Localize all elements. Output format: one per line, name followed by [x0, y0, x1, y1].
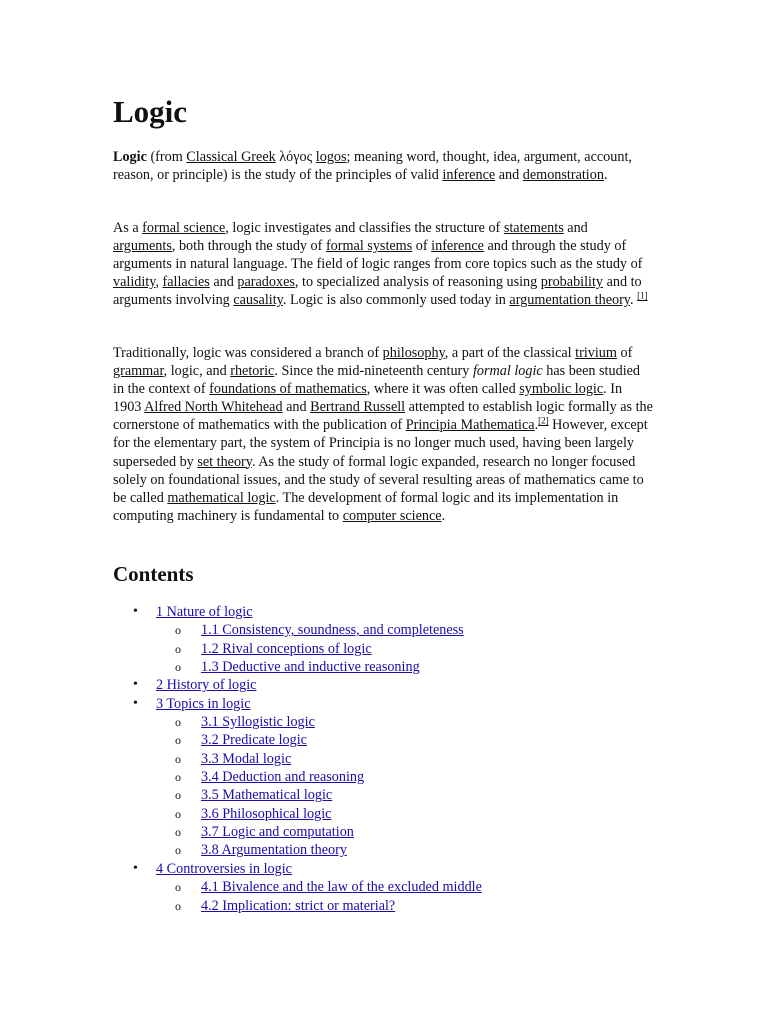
reference-1[interactable]: [1]	[637, 290, 648, 301]
toc-link[interactable]: 3.6 Philosophical logic	[201, 805, 332, 822]
toc-link[interactable]: 3.3 Modal logic	[201, 750, 292, 767]
link-inference[interactable]: inference	[431, 238, 484, 255]
toc-link[interactable]: 4.2 Implication: strict or material?	[201, 897, 396, 914]
toc-link[interactable]: 1 Nature of logic	[156, 604, 253, 620]
text: of	[616, 345, 633, 361]
toc-item	[0, 878, 768, 896]
text: ,	[155, 274, 163, 291]
toc-item	[0, 750, 768, 768]
circle-bullet-icon: o	[175, 880, 181, 895]
text: , a part of the classical	[444, 345, 576, 361]
toc-link[interactable]: 3 Topics in logic	[156, 695, 251, 712]
toc-link[interactable]: 4.1 Bivalence and the law of the excluded middle	[201, 879, 482, 896]
text: and	[282, 399, 311, 416]
circle-bullet-icon: o	[175, 660, 181, 675]
link-arguments[interactable]: arguments	[113, 238, 172, 255]
text: and	[563, 220, 588, 236]
link-philosophy[interactable]: philosophy	[382, 345, 445, 361]
toc-item	[0, 658, 768, 676]
toc-link[interactable]: 3.1 Syllogistic logic	[201, 714, 315, 731]
toc-item	[0, 841, 768, 859]
link-formal-systems[interactable]: formal systems	[325, 238, 413, 255]
bullet-icon: •	[133, 860, 138, 876]
link-fallacies[interactable]: fallacies	[162, 274, 210, 291]
toc-link[interactable]: 4 Controversies in logic	[156, 860, 292, 877]
bullet-icon: •	[133, 695, 138, 711]
toc-item	[0, 805, 768, 823]
text: .	[629, 292, 638, 309]
link-argumentation-theory[interactable]: argumentation theory	[509, 292, 630, 309]
link-probability[interactable]: probability	[540, 274, 604, 291]
circle-bullet-icon: o	[175, 788, 181, 803]
text: , both through the study of	[171, 238, 326, 255]
text: . As the study of formal logic expanded, research no longer focused solely on foundational issues, and the study of several resulting areas of mathematics came to be called	[113, 453, 644, 506]
page-title: Logic	[113, 94, 188, 129]
toc-link[interactable]: 1.1 Consistency, soundness, and completeness	[201, 622, 464, 639]
scope-paragraph	[113, 219, 653, 309]
text: .	[534, 417, 539, 434]
text: λόγος	[275, 149, 316, 165]
link-classical-greek[interactable]: Classical Greek	[186, 149, 276, 165]
text: .	[441, 507, 446, 524]
toc-link[interactable]: 3.8 Argumentation theory	[201, 842, 347, 859]
circle-bullet-icon: o	[175, 641, 181, 656]
circle-bullet-icon: o	[175, 733, 181, 748]
text: . Logic is also commonly used today in	[282, 292, 510, 309]
text: (from	[146, 149, 187, 165]
link-paradoxes[interactable]: paradoxes	[237, 274, 295, 291]
circle-bullet-icon: o	[175, 825, 181, 840]
link-principia-mathematica[interactable]: Principia Mathematica	[405, 417, 535, 434]
reference-2[interactable]: [2]	[538, 415, 549, 426]
link-bertrand-russell[interactable]: Bertrand Russell	[310, 399, 406, 416]
circle-bullet-icon: o	[175, 898, 181, 913]
toc-item	[0, 786, 768, 804]
text: , logic, and	[163, 363, 231, 380]
history-paragraph	[113, 344, 653, 525]
text: of	[412, 238, 432, 255]
toc-item	[0, 897, 768, 915]
text: However, except for the elementary part, the system of Principia is no longer much used, having been largely superseded by	[113, 417, 648, 470]
toc-link[interactable]: 3.2 Predicate logic	[201, 732, 307, 749]
link-rhetoric[interactable]: rhetoric	[230, 363, 275, 380]
toc-link[interactable]: 1.2 Rival conceptions of logic	[201, 640, 372, 657]
text: attempted to establish logic formally as the cornerstone of mathematics with the publication of	[113, 399, 653, 434]
text: ; meaning word, thought, idea, argument, account, reason, or principle) is the study of the principles of valid	[113, 149, 632, 184]
link-statements[interactable]: statements	[503, 220, 564, 236]
toc-link[interactable]: 3.4 Deduction and reasoning	[201, 769, 365, 786]
text: . The development of formal logic and its implementation in computing machinery is fundamental to	[113, 489, 619, 524]
link-symbolic-logic[interactable]: symbolic logic	[519, 381, 604, 398]
bullet-icon: •	[133, 677, 138, 693]
bold-term: Logic	[113, 149, 147, 165]
link-demonstration[interactable]: demonstration	[522, 167, 604, 184]
intro-paragraph	[113, 148, 653, 184]
circle-bullet-icon: o	[175, 770, 181, 785]
toc-link[interactable]: 2 History of logic	[156, 677, 257, 694]
link-validity[interactable]: validity	[113, 274, 156, 291]
circle-bullet-icon: o	[175, 715, 181, 730]
circle-bullet-icon: o	[175, 843, 181, 858]
text: and	[495, 167, 523, 184]
bullet-icon: •	[133, 604, 138, 619]
toc-item	[0, 695, 768, 713]
circle-bullet-icon: o	[175, 623, 181, 638]
link-causality[interactable]: causality	[233, 292, 283, 309]
contents-heading: Contents	[113, 562, 194, 586]
text: . In 1903	[113, 381, 623, 416]
link-logos[interactable]: logos	[315, 149, 347, 165]
toc-link[interactable]: 3.7 Logic and computation	[201, 824, 354, 841]
text: and	[209, 274, 238, 291]
link-foundations-of-mathematics[interactable]: foundations of mathematics	[209, 381, 367, 398]
text: has been studied in the context of	[113, 363, 641, 398]
link-set-theory[interactable]: set theory	[197, 453, 252, 470]
toc-item	[0, 621, 768, 639]
circle-bullet-icon: o	[175, 751, 181, 766]
toc-item	[0, 860, 768, 878]
toc-item	[0, 640, 768, 658]
link-grammar[interactable]: grammar	[113, 363, 164, 380]
toc-link[interactable]: 3.5 Mathematical logic	[201, 787, 333, 804]
toc-item	[0, 823, 768, 841]
toc-item	[0, 713, 768, 731]
text: Traditionally, logic was considered a branch of	[113, 345, 383, 361]
text: .	[603, 167, 608, 184]
toc-item	[0, 768, 768, 786]
text: , to specialized analysis of reasoning using	[294, 274, 541, 291]
toc-item	[0, 731, 768, 749]
link-computer-science[interactable]: computer science	[342, 507, 442, 524]
text: and through the study of arguments in natural language. The field of logic ranges from core topics such as the study of	[113, 238, 643, 273]
text: As a	[113, 220, 143, 236]
text: . Since the mid-nineteenth century	[274, 363, 473, 380]
text: , where it was often called	[366, 381, 520, 398]
circle-bullet-icon: o	[175, 806, 181, 821]
link-trivium[interactable]: trivium	[575, 345, 617, 361]
toc-item	[0, 603, 768, 621]
emphasis-formal-logic: formal logic	[472, 363, 543, 380]
table-of-contents	[0, 603, 768, 915]
link-mathematical-logic[interactable]: mathematical logic	[167, 489, 276, 506]
toc-link[interactable]: 1.3 Deductive and inductive reasoning	[201, 659, 420, 676]
text: , logic investigates and classifies the structure of	[225, 220, 504, 236]
link-alfred-north-whitehead[interactable]: Alfred North Whitehead	[144, 399, 283, 416]
toc-item	[0, 676, 768, 694]
link-inference[interactable]: inference	[442, 167, 496, 184]
link-formal-science[interactable]: formal science	[142, 220, 226, 236]
text: and to arguments involving	[113, 274, 642, 309]
